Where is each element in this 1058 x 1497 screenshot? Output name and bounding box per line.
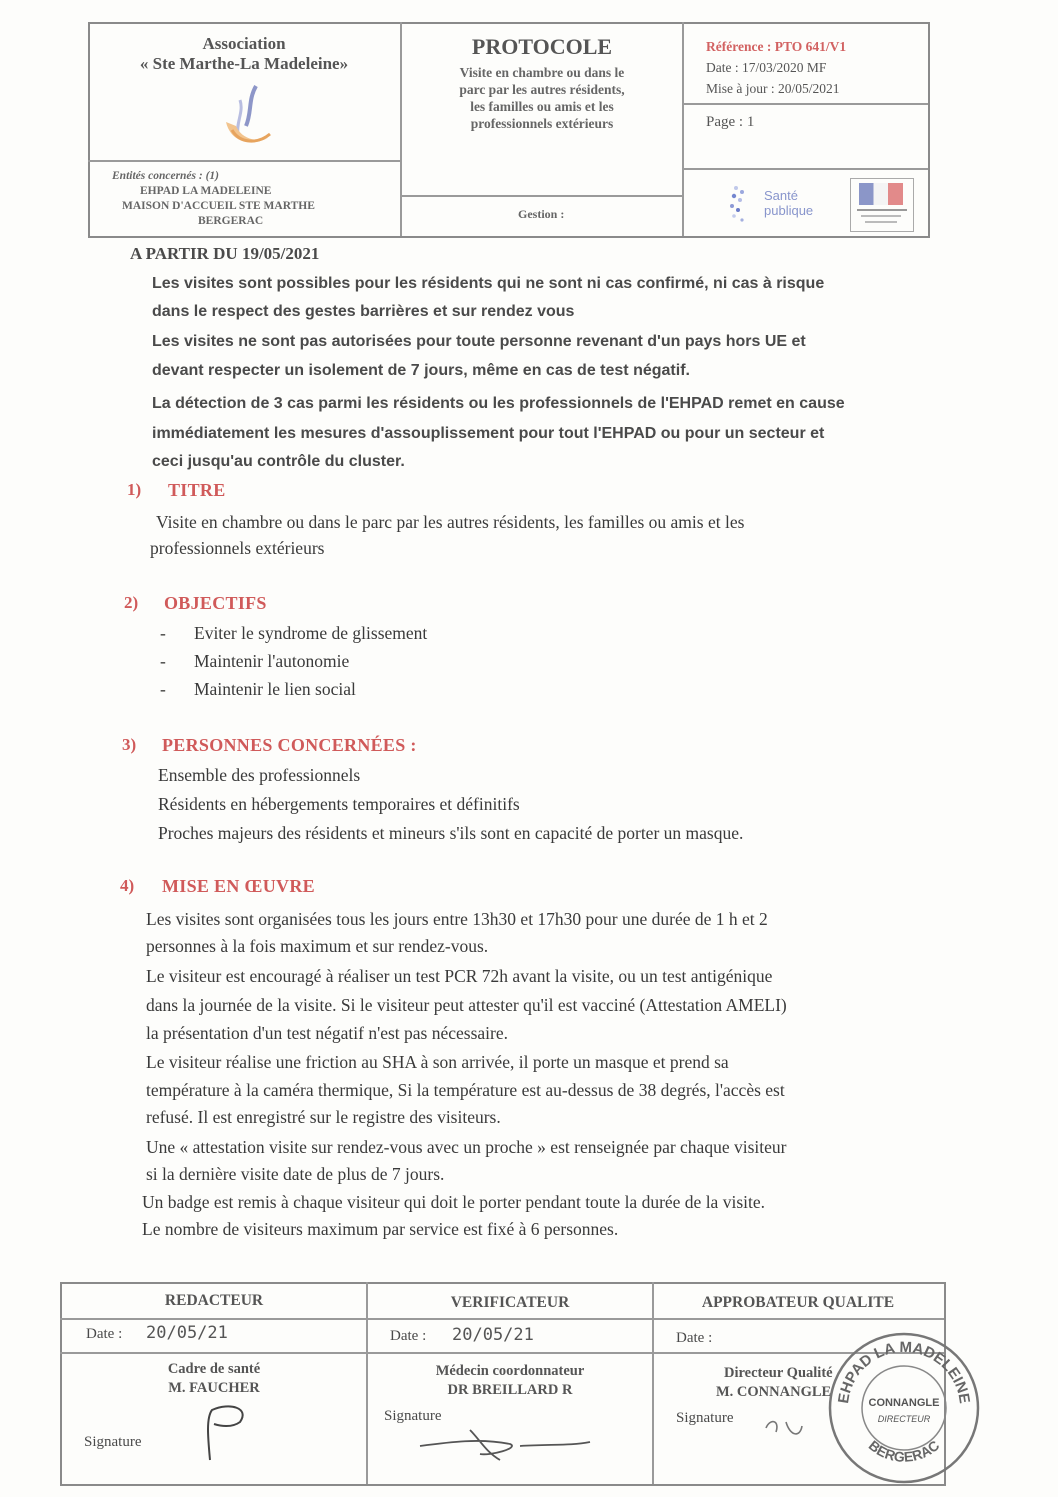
section-4-line: Le visiteur réalise une friction au SHA à son arrivée, il porte un masque et prend sa — [146, 1052, 729, 1072]
warning-line: immédiatement les mesures d'assouplissement pour tout l'EHPAD ou pour un secteur et — [152, 425, 825, 442]
svg-text:BERGERAC — [866, 1437, 943, 1465]
redacteur-handwritten-signature — [190, 1398, 270, 1468]
verificateur-signature-label: Signature — [384, 1408, 442, 1424]
approbateur-role: Directeur Qualité — [724, 1365, 833, 1381]
section-3-line: Résidents en hébergements temporaires et définitifs — [158, 794, 520, 814]
verificateur-heading: VERIFICATEUR — [450, 1294, 570, 1311]
section-3-line: Ensemble des professionnels — [158, 765, 361, 785]
approbateur-name: M. CONNANGLE — [716, 1384, 832, 1400]
svg-text:EHPAD LA MADELEINE — [835, 1339, 973, 1405]
flag-icon — [859, 183, 903, 205]
objective-bullet-icon: - — [160, 623, 166, 643]
warning-line: Les visites sont possibles pour les résidents qui ne sont ni cas confirmé, ni cas à risque — [152, 275, 825, 292]
header-divider-2 — [682, 22, 684, 236]
section-4-line: refusé. Il est enregistré sur le registre des visiteurs. — [146, 1107, 501, 1127]
redacteur-person — [62, 1360, 366, 1398]
gestion-label: Gestion : — [518, 207, 565, 221]
verificateur-role: Médecin coordonnateur — [435, 1363, 585, 1379]
publique-text: publique — [764, 203, 814, 218]
sig-hline-2 — [60, 1352, 944, 1354]
entity-3: BERGERAC — [198, 215, 264, 225]
ministry-logo — [850, 178, 914, 232]
protocol-subtitle-line: parc par les autres résidents, — [459, 82, 625, 97]
header-hline-mid — [400, 195, 684, 197]
entity-2: MAISON D'ACCUEIL STE MARTHE — [122, 200, 315, 212]
protocol-subtitle — [402, 64, 682, 132]
official-stamp — [824, 1328, 984, 1488]
redacteur-date-value: 20/05/21 — [146, 1323, 228, 1343]
section-4-line: dans la journée de la visite. Si le visiteur peut attester qu'il est vacciné (Attestation AMELI) — [146, 995, 787, 1015]
ministry-line-icon — [857, 209, 907, 211]
section-4-line: Le visiteur est encouragé à réaliser un test PCR 72h avant la visite, ou un test antigénique — [146, 966, 773, 986]
section-3-number: 3) — [122, 735, 137, 754]
stamp-center-title: DIRECTEUR — [877, 1414, 931, 1424]
ministry-line-icon — [861, 215, 901, 217]
since-heading: A PARTIR DU 19/05/2021 — [130, 244, 320, 263]
section-1-line: professionnels extérieurs — [150, 538, 325, 558]
protocol-subtitle-line: professionnels extérieurs — [470, 116, 614, 131]
approbateur-heading: APPROBATEUR QUALITE — [701, 1294, 895, 1311]
sig-hline-1 — [60, 1318, 944, 1320]
protocol-title: PROTOCOLE — [471, 34, 613, 59]
warning-line: dans le respect des gestes barrières et sur rendez vous — [152, 303, 575, 320]
reference: Référence : PTO 641/V1 — [706, 39, 847, 54]
redacteur-heading: REDACTEUR — [164, 1292, 264, 1309]
section-1-title: TITRE — [168, 480, 226, 500]
section-4-line: Un badge est remis à chaque visiteur qui doit le porter pendant toute la durée de la visite. — [142, 1192, 765, 1212]
verificateur-date-value: 20/05/21 — [452, 1325, 534, 1345]
sig-divider-2 — [652, 1282, 654, 1484]
section-4-line: Une « attestation visite sur rendez-vous avec un proche » est renseignée par chaque visiteur — [146, 1137, 787, 1157]
association-name — [88, 34, 400, 74]
verificateur-name: DR BREILLARD R — [447, 1382, 573, 1398]
objective-bullet-icon: - — [160, 679, 166, 699]
redacteur-role: Cadre de santé — [167, 1361, 261, 1377]
association-line-2: « Ste Marthe-La Madeleine» — [139, 54, 349, 73]
section-4-line: Les visites sont organisées tous les jours entre 13h30 et 17h30 pour une durée de 1 h et 2 — [146, 909, 768, 929]
section-1-line: Visite en chambre ou dans le parc par les autres résidents, les familles ou amis et les — [156, 512, 745, 532]
sante-publique-logo-icon — [728, 184, 758, 224]
stamp-ring-bottom: BERGERAC — [865, 1437, 943, 1465]
header-hline-right-1 — [682, 103, 928, 105]
approbateur-handwritten-signature — [760, 1408, 820, 1448]
creation-date: Date : 17/03/2020 MF — [706, 60, 827, 75]
header-hline-left — [88, 160, 402, 162]
section-3-line: Proches majeurs des résidents et mineurs s'ils sont en capacité de porter un masque. — [158, 823, 744, 843]
section-4-line: la présentation d'un test négatif n'est pas nécessaire. — [146, 1023, 509, 1043]
stamp-ring-top: EHPAD LA MADELEINE — [835, 1338, 973, 1405]
entities-block — [112, 169, 315, 225]
verificateur-person — [368, 1362, 652, 1400]
section-4-line: si la dernière visite date de plus de 7 jours. — [146, 1164, 445, 1184]
section-2-number: 2) — [124, 593, 139, 612]
warning-line: ceci jusqu'au contrôle du cluster. — [152, 453, 405, 470]
objective-item: Eviter le syndrome de glissement — [194, 623, 428, 643]
section-3-title: PERSONNES CONCERNÉES : — [162, 735, 417, 755]
warning-line: Les visites ne sont pas autorisées pour toute personne revenant d'un pays hors UE et — [152, 333, 806, 350]
protocol-subtitle-line: Visite en chambre ou dans le — [459, 65, 625, 80]
protocol-subtitle-line: les familles ou amis et les — [470, 99, 614, 114]
section-4-line: température à la caméra thermique, Si la température est au-dessus de 38 degrés, l'accès est — [146, 1080, 785, 1100]
section-4-title: MISE EN ŒUVRE — [162, 876, 315, 896]
section-4-number: 4) — [120, 876, 135, 895]
stamp-center-name: CONNANGLE — [868, 1397, 940, 1409]
section-1-number: 1) — [127, 480, 142, 499]
section-4-line: personnes à la fois maximum et sur rendez-vous. — [146, 936, 489, 956]
objective-item: Maintenir le lien social — [194, 679, 356, 699]
approbateur-person — [716, 1364, 833, 1402]
section-4-line: Le nombre de visiteurs maximum par service est fixé à 6 personnes. — [142, 1219, 619, 1239]
objective-bullet-icon: - — [160, 651, 166, 671]
warning-line: devant respecter un isolement de 7 jours, même en cas de test négatif. — [152, 362, 690, 379]
entity-1: EHPAD LA MADELEINE — [140, 185, 272, 197]
approbateur-date-label: Date : — [676, 1330, 713, 1346]
header-hline-right-2 — [682, 168, 928, 170]
reference-block — [706, 36, 846, 99]
sante-publique-text — [764, 188, 813, 218]
association-logo — [218, 82, 280, 154]
sante-text: Santé — [764, 188, 798, 203]
redacteur-name: M. FAUCHER — [168, 1380, 260, 1396]
entities-label: Entités concernés : (1) — [112, 170, 220, 182]
ministry-line-icon — [865, 221, 897, 223]
association-line-1: Association — [202, 34, 286, 53]
verificateur-handwritten-signature — [410, 1416, 600, 1466]
page-number: Page : 1 — [706, 114, 755, 130]
objective-item: Maintenir l'autonomie — [194, 651, 350, 671]
update-date: Mise à jour : 20/05/2021 — [706, 81, 840, 96]
verificateur-date-label: Date : — [390, 1328, 427, 1344]
redacteur-date-label: Date : — [86, 1326, 123, 1342]
warning-line: La détection de 3 cas parmi les résidents ou les professionnels de l'EHPAD remet en cause — [152, 395, 845, 412]
section-2-title: OBJECTIFS — [164, 593, 267, 613]
approbateur-signature-label: Signature — [676, 1410, 734, 1426]
redacteur-signature-label: Signature — [84, 1434, 142, 1450]
